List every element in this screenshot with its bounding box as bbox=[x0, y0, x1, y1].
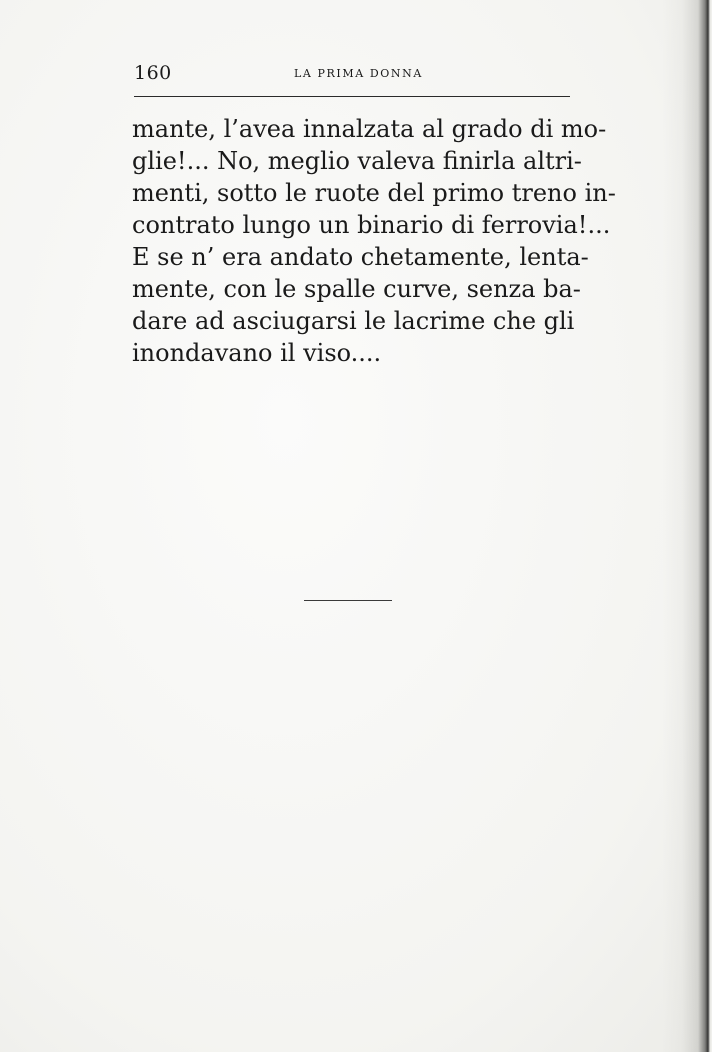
text-line: glie!... No, meglio valeva finirla altri- bbox=[132, 147, 582, 175]
body-text bbox=[132, 113, 616, 369]
text-line: menti, sotto le ruote del primo treno in- bbox=[132, 179, 616, 207]
header-rule bbox=[134, 96, 570, 97]
text-line: E se n’ era andato chetamente, lenta- bbox=[132, 243, 589, 271]
text-line: inondavano il viso.... bbox=[132, 339, 382, 367]
page-number: 160 bbox=[134, 62, 172, 84]
text-line: dare ad asciugarsi le lacrime che gli bbox=[132, 307, 575, 335]
text-line: mente, con le spalle curve, senza ba- bbox=[132, 275, 581, 303]
section-end-rule bbox=[304, 600, 392, 601]
text-line: mante, l’avea innalzata al grado di mo- bbox=[132, 115, 607, 143]
text-line: contrato lungo un binario di ferrovia!... bbox=[132, 211, 611, 239]
book-spine-shadow bbox=[662, 0, 712, 1052]
running-title: LA PRIMA DONNA bbox=[294, 67, 423, 80]
running-head bbox=[134, 62, 570, 86]
